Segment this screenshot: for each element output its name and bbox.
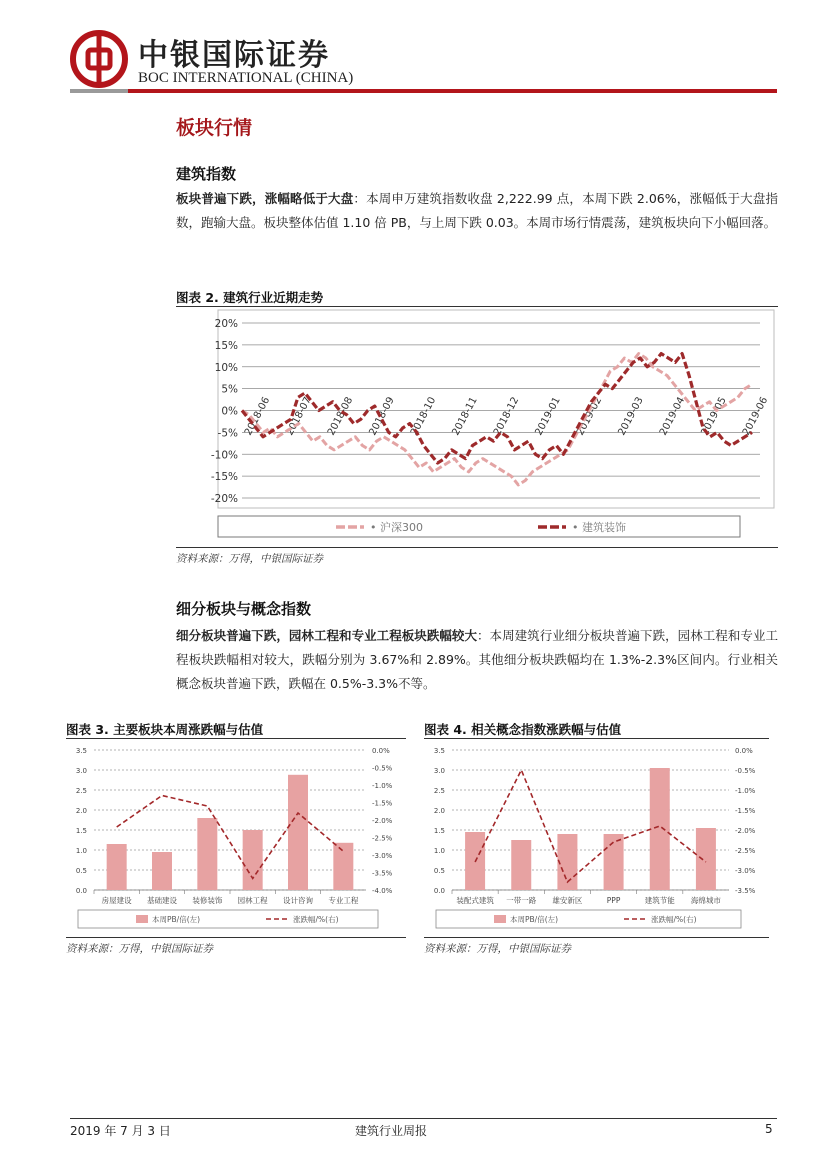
y-right-tick-label: -3.5%: [735, 887, 756, 895]
y-left-tick-label: 3.0: [75, 767, 87, 775]
y-left-tick-label: 1.5: [433, 827, 445, 835]
legend-label-pb: 本周PB/倍(左): [510, 915, 559, 924]
x-tick-label: 2019-02: [574, 395, 605, 438]
pb-bar: [243, 830, 263, 890]
header-rule-accent: [70, 89, 128, 93]
y-right-tick-label: -0.5%: [735, 767, 756, 775]
figure-4-rule-bottom: [424, 937, 769, 938]
pb-bar: [107, 844, 127, 890]
pb-bar: [197, 818, 217, 890]
y-left-tick-label: 0.5: [433, 867, 445, 875]
x-category-label: 基础建设: [147, 896, 177, 905]
x-tick-label: 2018-06: [242, 395, 273, 438]
y-right-tick-label: -2.0%: [372, 817, 393, 825]
y-right-tick-label: -3.5%: [372, 869, 393, 878]
y-right-tick-label: -1.0%: [735, 787, 756, 795]
y-tick-label: 15%: [214, 339, 238, 352]
pb-bar: [333, 843, 353, 890]
x-tick-label: 2019-03: [616, 395, 646, 438]
footer-report-title: 建筑行业周报: [355, 1124, 428, 1138]
legend-label-change: 涨跌幅/%(右): [293, 915, 339, 924]
y-right-tick-label: 0.0%: [735, 747, 753, 755]
y-tick-label: 0%: [221, 405, 238, 418]
brand-name-en: BOC INTERNATIONAL (CHINA): [138, 70, 354, 86]
pb-bar: [152, 852, 172, 890]
y-right-tick-label: -4.0%: [372, 887, 393, 895]
y-left-tick-label: 0.0: [433, 887, 445, 895]
paragraph-sub-sectors: [176, 624, 778, 696]
x-category-label: 一带一路: [506, 896, 537, 905]
x-tick-label: 2018-08: [325, 395, 356, 438]
header-rule: [70, 89, 777, 93]
x-category-label: 房屋建设: [101, 896, 132, 905]
figure-3-bar-line-chart: [66, 740, 406, 936]
y-right-tick-label: -0.5%: [372, 764, 393, 773]
y-right-tick-label: -3.0%: [372, 852, 393, 860]
y-left-tick-label: 1.0: [75, 847, 87, 855]
y-right-tick-label: -1.0%: [372, 782, 393, 790]
y-tick-label: 10%: [214, 361, 238, 374]
y-tick-label: -15%: [210, 471, 238, 484]
paragraph-lead: 板块普遍下跌，涨幅略低于大盘: [176, 191, 354, 206]
y-left-tick-label: 2.0: [433, 807, 445, 815]
y-tick-label: 20%: [214, 318, 238, 330]
footer-date: 2019 年 7 月 3 日: [70, 1124, 171, 1138]
y-right-tick-label: -1.5%: [735, 807, 756, 815]
x-category-label: 装配式建筑: [456, 896, 494, 905]
pb-bar: [650, 768, 670, 890]
footer-rule: [70, 1118, 777, 1119]
pb-bar: [288, 775, 308, 890]
paragraph-construction-index: [176, 187, 778, 235]
pb-bar: [696, 828, 716, 890]
chart-legend-box: [218, 516, 740, 537]
x-tick-label: 2019-06: [740, 395, 771, 438]
y-tick-label: 5%: [221, 383, 238, 396]
paragraph-body: ：本周申万建筑指数收盘 2,222.99 点，本周下跌 2.06%，涨幅低于大盘指数，跑输大盘。板块整体估值 1.10 倍 PB，与上周下跌 0.03。本周市场行情震荡，建筑板块向下小幅回落。: [176, 191, 778, 230]
page-number: 5: [765, 1122, 773, 1136]
y-left-tick-label: 0.0: [75, 887, 87, 895]
x-tick-label: 2019-01: [533, 395, 563, 438]
x-tick-label: 2019-04: [657, 395, 688, 438]
figure-2-line-chart: [176, 308, 778, 548]
x-tick-label: 2018-09: [367, 395, 397, 438]
y-right-tick-label: -1.5%: [372, 799, 393, 808]
pb-bar: [511, 840, 531, 890]
y-right-tick-label: -2.5%: [735, 847, 756, 855]
legend-label: • 沪深300: [370, 521, 423, 534]
y-left-tick-label: 2.5: [433, 787, 445, 795]
x-tick-label: 2018-12: [491, 395, 522, 438]
change-pct-line: [475, 770, 706, 882]
legend-swatch-bar: [136, 915, 148, 923]
legend-label-change: 涨跌幅/%(右): [651, 915, 697, 924]
figure-4-rule-top: [424, 738, 769, 739]
x-category-label: 专业工程: [328, 896, 359, 905]
subsection-title-sub-sectors: 细分板块与概念指数: [176, 600, 312, 618]
y-left-tick-label: 3.5: [433, 747, 445, 755]
paragraph-lead: 细分板块普遍下跌，园林工程和专业工程板块跌幅较大: [176, 628, 478, 643]
section-title: 板块行情: [176, 117, 253, 139]
y-tick-label: -20%: [210, 493, 238, 505]
y-left-tick-label: 1.0: [433, 847, 445, 855]
figure-4-source: 资料来源：万得，中银国际证券: [424, 943, 571, 955]
figure-3-source: 资料来源：万得，中银国际证券: [66, 943, 213, 955]
y-left-tick-label: 2.0: [75, 807, 87, 815]
x-category-label: 园林工程: [237, 896, 268, 905]
figure-4-bar-line-chart: [424, 740, 769, 936]
figure-3-rule-top: [66, 738, 406, 739]
y-tick-label: -10%: [210, 449, 238, 462]
figure-3-title: 图表 3. 主要板块本周涨跌幅与估值: [66, 722, 264, 737]
subsection-title-construction-index: 建筑指数: [176, 165, 237, 183]
figure-3-rule-bottom: [66, 937, 406, 938]
change-pct-line: [117, 796, 344, 879]
x-tick-label: 2018-11: [450, 395, 480, 438]
figure-4-title: 图表 4. 相关概念指数涨跌幅与估值: [424, 722, 622, 737]
x-category-label: 设计咨询: [283, 896, 313, 905]
x-tick-label: 2018-10: [408, 395, 439, 438]
boc-logo: [70, 30, 128, 88]
y-tick-label: -5%: [217, 427, 238, 440]
y-left-tick-label: 3.5: [75, 747, 87, 755]
x-category-label: 雄安新区: [552, 896, 583, 905]
legend-label: • 建筑装饰: [572, 521, 626, 534]
y-left-tick-label: 2.5: [75, 787, 87, 795]
x-tick-label: 2018-07: [284, 395, 314, 438]
x-category-label: PPP: [606, 896, 621, 905]
brand-name-cn: 中银国际证券: [138, 38, 330, 73]
y-right-tick-label: -2.5%: [372, 834, 393, 843]
y-right-tick-label: 0.0%: [372, 747, 390, 755]
x-tick-label: 2019-05: [699, 395, 729, 438]
figure-2-rule-top: [176, 306, 778, 307]
y-left-tick-label: 0.5: [75, 867, 87, 875]
y-left-tick-label: 1.5: [75, 827, 87, 835]
x-category-label: 海绵城市: [690, 896, 721, 905]
y-right-tick-label: -2.0%: [735, 827, 756, 835]
figure-2-rule-bottom: [176, 547, 778, 548]
paragraph-body: ：本周建筑行业细分板块普遍下跌，园林工程和专业工程板块跌幅相对较大，跌幅分别为 3.67%和 2.89%。其他细分板块跌幅均在 1.3%-2.3%区间内。行业相关概念板块普遍下跌，跌幅在 0.5%-3.3%不等。: [176, 628, 778, 691]
y-right-tick-label: -3.0%: [735, 867, 756, 875]
y-left-tick-label: 3.0: [433, 767, 445, 775]
legend-label-pb: 本周PB/倍(左): [152, 915, 201, 924]
figure-2-source: 资料来源：万得，中银国际证券: [176, 553, 323, 565]
x-category-label: 建筑节能: [644, 896, 675, 905]
figure-2-title: 图表 2. 建筑行业近期走势: [176, 290, 324, 305]
x-category-label: 装修装饰: [192, 896, 223, 905]
legend-swatch-bar: [494, 915, 506, 923]
